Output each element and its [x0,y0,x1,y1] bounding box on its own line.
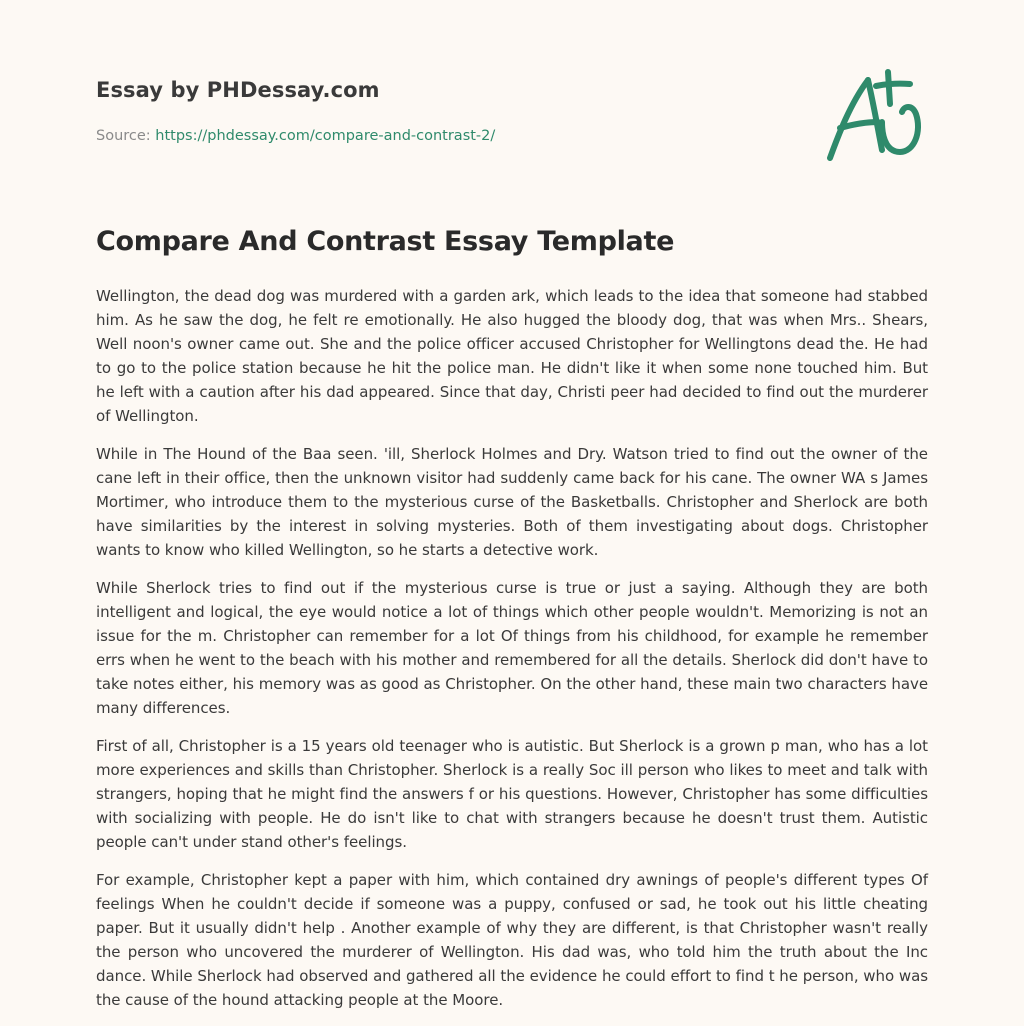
essay-paragraph: While Sherlock tries to find out if the mysterious curse is true or just a saying. Although they are both intelligent and logical, the eye would notice a lot of things which other people wouldn't. Memorizing is not an issue for the m. Christopher can remember for a lot Of things from his childhood, for example he remember errs when he went to the beach with his mother and remembered for all the details. Sherlock did don't have to take notes either, his memory was as good as Christopher. On the other hand, these main two characters have many differences. [96,579,928,717]
page-header [96,78,796,144]
essay-paragraph: For example, Christopher kept a paper with him, which contained dry awnings of people's different types Of feelings When he couldn't decide if someone was a puppy, confused or sad, he took out his little cheating paper. But it usually didn't help . Another example of why they are different, is that Christopher wasn't really the person who uncovered the murderer of Wellington. His dad was, who told him the truth about the Inc dance. While Sherlock had observed and gathered all the evidence he could effort to find t he person, who was the cause of the hound attacking people at the Moore. [96,871,928,1009]
essay-paragraph: First of all, Christopher is a 15 years old teenager who is autistic. But Sherlock is a grown p man, who has a lot more experiences and skills than Christopher. Sherlock is a really Soc ill person who likes to meet and talk with strangers, hoping that he might find the answers f or his questions. However, Christopher has some difficulties with socializing with people. He do isn't like to chat with strangers because he doesn't trust them. Autistic people can't under stand other's feelings. [96,737,928,851]
brand-title: Essay by PHDessay.com [96,78,380,102]
source-line [96,128,796,144]
essay-title: Compare And Contrast Essay Template [96,226,675,257]
source-label: Source: [96,128,151,144]
source-link[interactable]: https://phdessay.com/compare-and-contrast-2/ [155,128,496,144]
essay-paragraph: While in The Hound of the Baa seen. 'ill, Sherlock Holmes and Dry. Watson tried to find out the owner of the cane left in their office, then the unknown visitor had suddenly came back for his cane. The owner WA s James Mortimer, who introduce them to the mysterious curse of the Basketballs. Christopher and Sherlock are both have similarities by the interest in solving mysteries. Both of them investigating about dogs. Christopher wants to know who killed Wellington, so he starts a detective work. [96,445,928,559]
a-plus-grade-icon [820,66,930,166]
essay-body [96,284,928,1026]
essay-paragraph: Wellington, the dead dog was murdered with a garden ark, which leads to the idea that someone had stabbed him. As he saw the dog, he felt re emotionally. He also hugged the bloody dog, that was when Mrs.. Shears, Well noon's owner came out. She and the police officer accused Christopher for Wellingtons dead the. He had to go to the police station because he hit the police man. He didn't like it when some none touched him. But he left with a caution after his dad appeared. Since that day, Christi peer had decided to find out the murderer of Wellington. [96,287,928,425]
